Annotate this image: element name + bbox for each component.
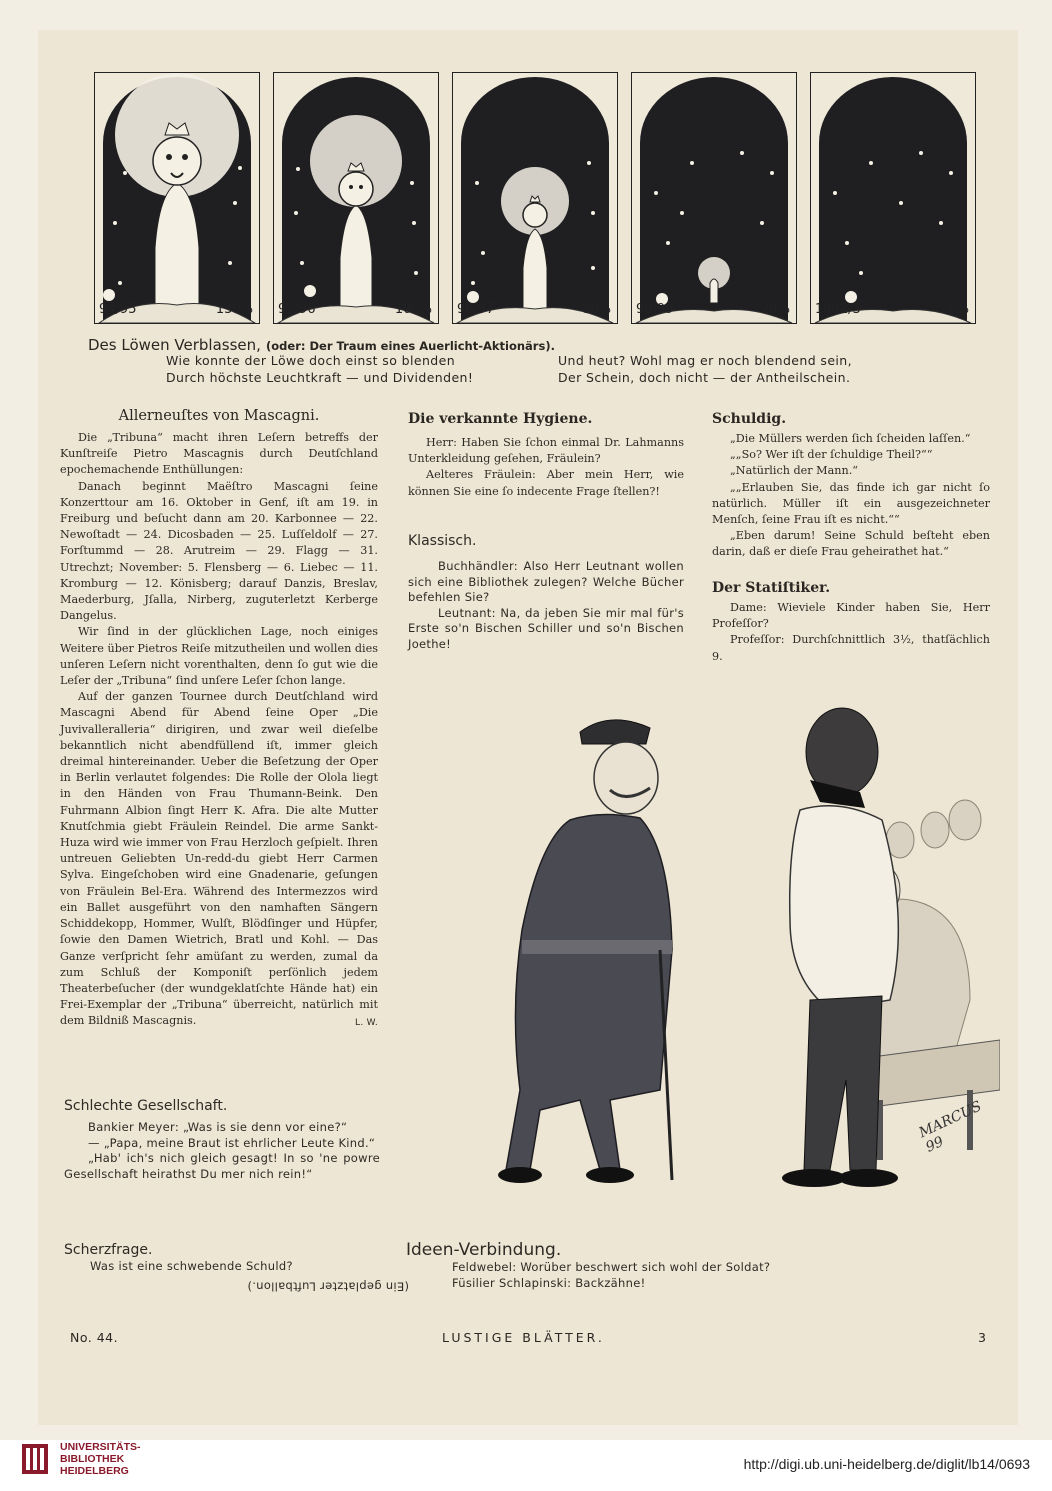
upside-down-answer: (Ein geplatzter Luftballon.) bbox=[247, 1279, 409, 1293]
caption-title: Des Löwen Verblassen, bbox=[88, 336, 261, 354]
article-title: Schlechte Gesellschaft. bbox=[64, 1098, 228, 1114]
source-url-link[interactable]: http://digi.ub.uni-heidelberg.de/diglit/lb14/0693 bbox=[743, 1456, 1030, 1472]
artist-signature: MARCUS 99 bbox=[916, 1098, 985, 1156]
panel-2-year: 95/96 bbox=[278, 302, 316, 317]
paragraph: Profeſſor: Durchſchnittlich 3½, thatſächlich 9. bbox=[712, 633, 990, 663]
panel-1-percent: 130% bbox=[215, 302, 253, 317]
verse-line: Der Schein, doch nicht — der Antheilschein. bbox=[558, 370, 851, 385]
panel-3-percent: 80% bbox=[582, 302, 611, 317]
paragraph: „Die Müllers werden ſich ſcheiden laſſen.“ bbox=[730, 432, 971, 445]
comic-panel-3 bbox=[452, 72, 618, 324]
library-name bbox=[60, 1441, 141, 1477]
article-title: Der Statiſtiker. bbox=[712, 580, 831, 596]
paragraph: Buchhändler: Also Herr Leutnant wollen sich eine Bibliothek zulegen? Welche Bücher befehlen Sie? bbox=[408, 559, 684, 604]
caption-verse-right bbox=[558, 352, 852, 386]
article-hygiene bbox=[408, 411, 684, 500]
magazine-page bbox=[38, 30, 1018, 1425]
panel-3-year: 96/97 bbox=[457, 302, 495, 317]
paragraph: — „Papa, meine Braut ist ehrlicher Leute Kind.“ bbox=[88, 1135, 376, 1150]
issue-number: No. 44. bbox=[70, 1330, 119, 1345]
paragraph: „Eben darum! Seine Schuld beſteht eben darin, daß er dieſe Frau geheirathet hat.“ bbox=[712, 529, 990, 559]
comic-panel-5 bbox=[810, 72, 976, 324]
university-library-logo-icon bbox=[14, 1438, 56, 1480]
article-title: Die verkannte Hygiene. bbox=[408, 411, 593, 427]
panel-5-year: 1902/3 bbox=[815, 302, 861, 317]
verse-line: Und heut? Wohl mag er noch blendend sein, bbox=[558, 353, 852, 368]
signature: L. W. bbox=[355, 1017, 378, 1028]
caption-verse-left bbox=[166, 352, 473, 386]
panel-5-percent: ? % bbox=[945, 302, 969, 317]
paragraph: Aelteres Fräulein: Aber mein Herr, wie können Sie eine ſo indecente Frage ſtellen?! bbox=[408, 468, 684, 498]
article-title: Schuldig. bbox=[712, 411, 787, 427]
lion-drawing-2 bbox=[274, 73, 438, 323]
comic-panel-2 bbox=[273, 72, 439, 324]
lion-drawing-4 bbox=[632, 73, 796, 323]
paragraph: „„So? Wer iſt der ſchuldige Theil?““ bbox=[730, 448, 933, 462]
panel-2-percent: 100% bbox=[394, 302, 432, 317]
comic-panel-1 bbox=[94, 72, 260, 324]
paragraph: „Hab' ich's nich gleich gesagt! In so 'ne powre Gesellschaft heirathst Du mer nich rein!“ bbox=[64, 1151, 380, 1181]
paragraph: Herr: Haben Sie ſchon einmal Dr. Lahmanns Unterkleidung geſehen, Fräulein? bbox=[408, 436, 684, 466]
paragraph: Dame: Wieviele Kinder haben Sie, Herr Profeſſor? bbox=[712, 601, 990, 631]
paragraph: „Natürlich der Mann.“ bbox=[730, 464, 858, 478]
paragraph: Wir ſind in der glücklichen Lage, noch einiges Weitere über Pietros Reiſe mitzutheilen und wollen dies unſeren Leſern nicht vorenthalten, denn ſo gut wie die Leſer der „Tribuna“ ſind unſere Leſer ſchon lange. bbox=[60, 625, 378, 688]
officer-and-soldier-drawing bbox=[410, 670, 1000, 1230]
verse-line: Wie konnte der Löwe doch einst so blenden bbox=[166, 353, 456, 368]
paragraph: „„Erlauben Sie, das finde ich gar nicht ſo natürlich. Müller iſt ein ausgezeichneter Menſch, ſeine Frau iſt es nicht.““ bbox=[712, 480, 990, 527]
panel-1-year: 94/95 bbox=[99, 302, 137, 317]
library-name-line: UNIVERSITÄTS- bbox=[60, 1441, 141, 1453]
article-title: Allerneuſtes von Mascagni. bbox=[118, 408, 320, 424]
lion-drawing-5 bbox=[811, 73, 975, 323]
article-title: Klassisch. bbox=[408, 533, 477, 549]
library-name-line: BIBLIOTHEK bbox=[60, 1453, 125, 1465]
illustration-title: Ideen-Verbindung. bbox=[406, 1240, 562, 1260]
article-mascagni bbox=[60, 408, 378, 1031]
caption-subtitle: (oder: Der Traum eines Auerlicht-Aktionärs). bbox=[266, 339, 555, 353]
article-scherzfrage bbox=[64, 1242, 409, 1293]
panel-4-percent: 28% bbox=[761, 302, 790, 317]
dialog-line: Füsilier Schlapinski: Backzähne! bbox=[452, 1275, 646, 1290]
article-gesellschaft bbox=[64, 1098, 380, 1182]
page-number: 3 bbox=[978, 1330, 989, 1345]
lion-drawing-3 bbox=[453, 73, 617, 323]
question: Was ist eine schwebende Schuld? bbox=[90, 1259, 293, 1273]
article-statistiker bbox=[712, 580, 990, 665]
verse-line: Durch höchste Leuchtkraft — und Dividenden! bbox=[166, 370, 474, 385]
panel-4-year: 98/99 bbox=[636, 302, 674, 317]
article-klassisch bbox=[408, 533, 684, 652]
article-schuldig bbox=[712, 411, 990, 561]
paragraph: Leutnant: Na, da jeben Sie mir mal für's Erste so'n Bischen Schiller und so'n Bischen Joethe! bbox=[408, 605, 684, 651]
dialog-line: Feldwebel: Worüber beschwert sich wohl der Soldat? bbox=[452, 1260, 771, 1274]
caption-ideen-verbindung bbox=[406, 1240, 1000, 1291]
soldier-illustration bbox=[410, 670, 1000, 1230]
article-title: Scherzfrage. bbox=[64, 1242, 153, 1258]
paragraph: Danach beginnt Maëſtro Mascagni ſeine Konzerttour am 16. Oktober in Genf, iſt am 19. in Freiburg und beſucht dann am 20. Karbonnee — 22. Newoſtadt — 24. Dicosbaden — 25. Luſſeldolf — 27. Forſtummd — 28. Arutreim — 29. Flagg — 31. Utrechzt; November: 5. Flensberg — 6. Liebec — 11. Kromburg — 12. Könisberg; darauf Danzis, Breslav, Maederburg, Jſalla, Nirberg, zuguterletzt Kerberge Dangelus. bbox=[60, 479, 378, 623]
magazine-name: LUSTIGE BLÄTTER. bbox=[442, 1330, 605, 1345]
paragraph: Die „Tribuna“ macht ihren Leſern betreffs der Kunſtreiſe Pietro Mascagnis durch Deutſchland epochemachende Enthüllungen: bbox=[60, 431, 378, 477]
paragraph: Auf der ganzen Tournee durch Deutſchland wird Mascagni Abend für Abend ſeine Oper „Die Juvivalleralleria“ dirigiren, und zwar weil dieſelbe bekanntlich nicht abendfüllend iſt, immer gleich dreimal hintereinander. Ueber die Beſetzung der Oper in Berlin verlautet folgendes: Die Rolle der Olola liegt in den Händen von Frau Thumann-Beink. Den Fuhrmann Albion ſingt Herr K. Afra. Die alte Mutter Knutſchmia giebt Fräulein Reindel. Die arme Sankt-Huza wird wie immer von Frau Herzloch geſpielt. Ihren untreuen Geliebten Un-redd-du giebt Herr Carmen Sylva. Eingeſchoben wird eine Gnadenarie, geſungen von Fräulein Bel-Era. Während des Intermezzos wird ein Ballet ausgeführt von den namhaften Sängern Schiddekopp, Hommer, Wulſt, Blödſinger und Hüpfer, ſowie den Damen Wietrich, Bratl und Kohl. — Das Ganze verſpricht ſehr amüſant zu werden, zumal da zum Schluß der Komponiſt perſönlich jedem Theaterbeſucher (der wundgeklatſchte Hände hat) ein Frei-Exemplar der „Tribuna“ überreicht, natürlich mit dem Bildniß Mascagnis. bbox=[60, 690, 378, 1028]
library-name-line: HEIDELBERG bbox=[60, 1465, 129, 1477]
paragraph: Bankier Meyer: „Was is sie denn vor eine?“ bbox=[88, 1120, 348, 1134]
comic-panel-4 bbox=[631, 72, 797, 324]
lion-drawing-1 bbox=[95, 73, 259, 323]
